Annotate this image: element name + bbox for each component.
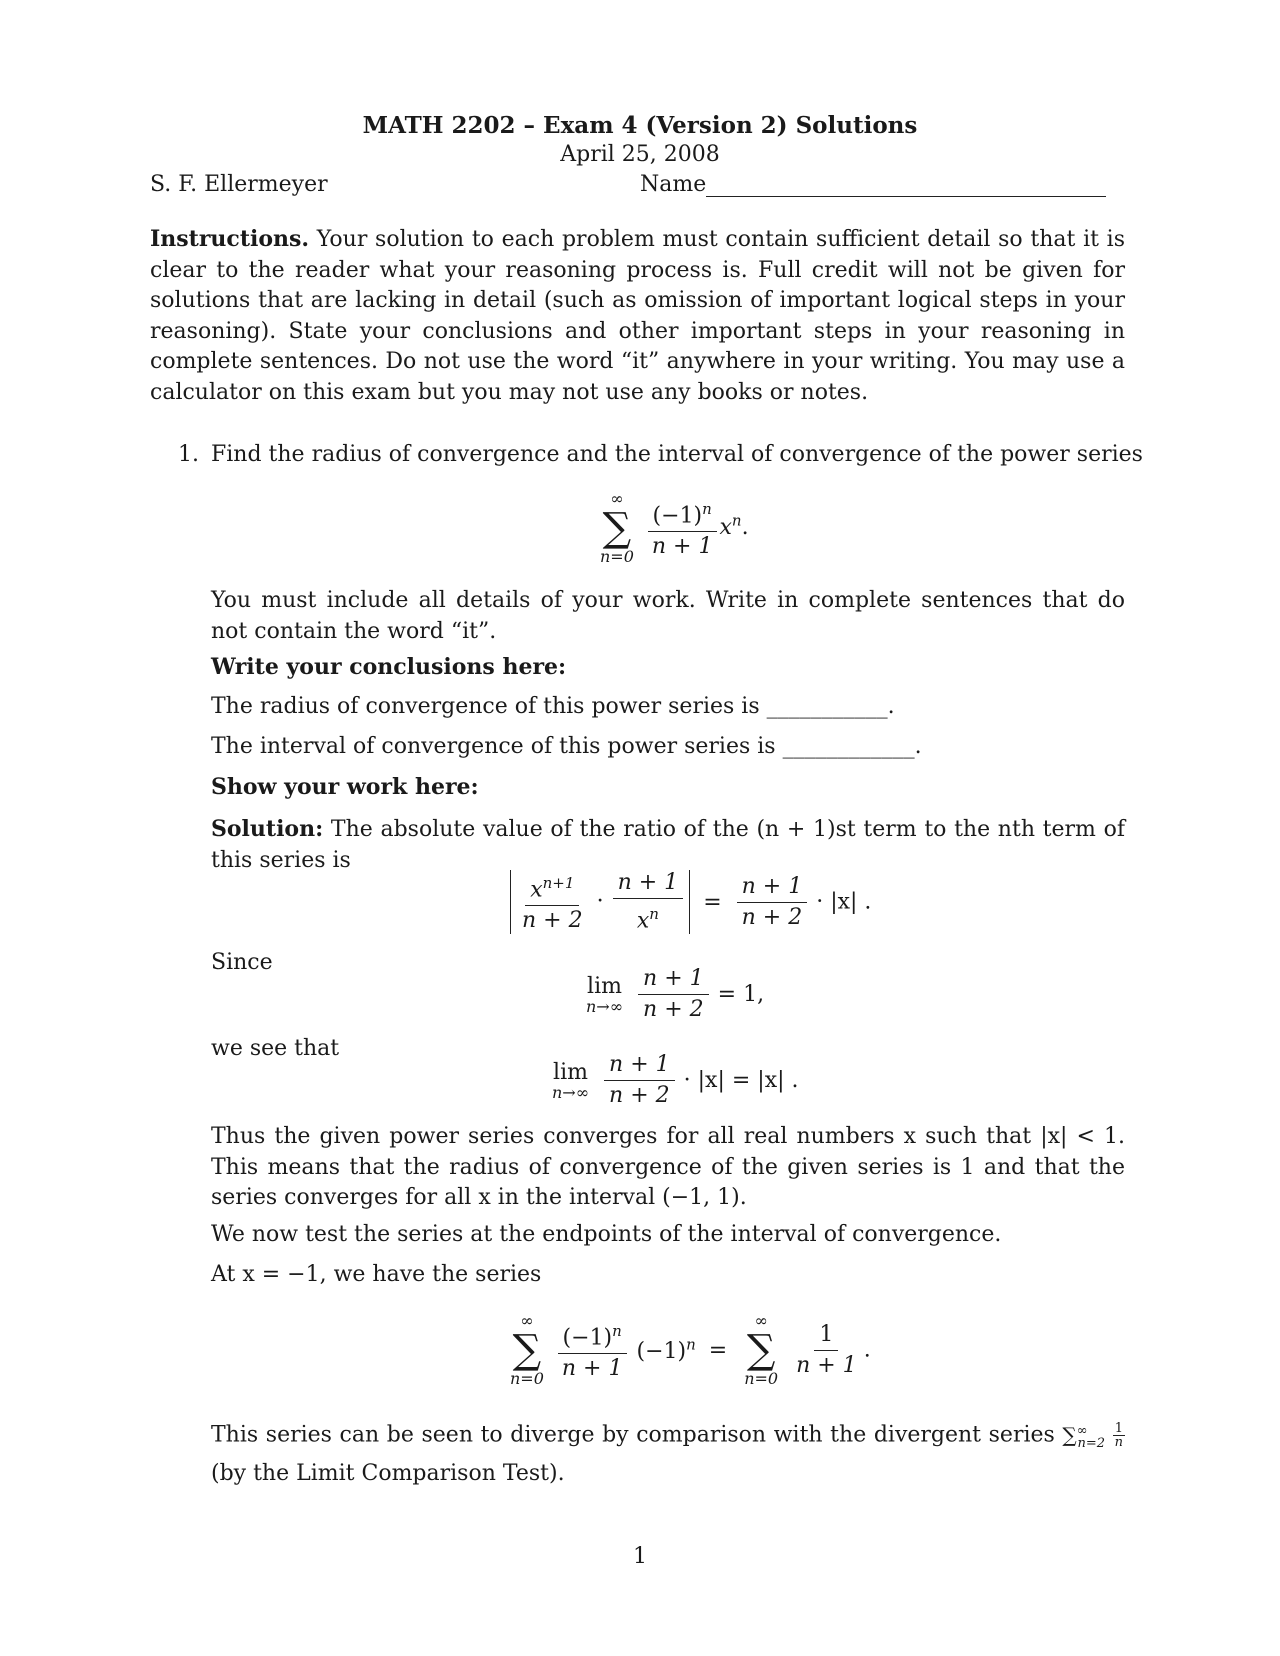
- endpoint-fraction-1: [557, 1318, 628, 1382]
- endpoint-denominator-1: n + 1: [561, 1356, 623, 1382]
- instructions-text: Your solution to each problem must contain sufficient detail so that it is clear to the reader what your reasoning process is. Full credit will not be given for solutions that are lacking in detail (such as omission of important logical steps in your reasoning). State your conclusions and other important steps in your reasoning in complete sentences. Do not use the word “it” anywhere in your writing. You may use a calculator on this exam but you may not use any books or notes.: [150, 227, 1125, 405]
- endpoint-fraction-2: [791, 1322, 862, 1379]
- ratio-a-exponent: n+1: [542, 874, 575, 892]
- limit-word-1: lim: [587, 973, 622, 999]
- we-see-text: we see that: [211, 1036, 340, 1061]
- ratio-fraction-c: [737, 874, 808, 931]
- limit-numerator-1: n + 1: [638, 966, 709, 995]
- ratio-fraction-a: [517, 870, 588, 934]
- endpoint-sum-lower-2: n=0: [744, 1369, 779, 1388]
- inline-fraction: [1113, 1422, 1125, 1449]
- conclusions-heading: Write your conclusions here:: [211, 654, 567, 680]
- author-name: S. F. Ellermeyer: [150, 172, 328, 197]
- endpoint-summation-1: ∞ ∑ n=0: [510, 1311, 544, 1388]
- since-text: Since: [211, 950, 273, 975]
- work-heading: Show your work here:: [211, 774, 479, 800]
- page-title: MATH 2202 – Exam 4 (Version 2) Solutions: [362, 112, 918, 139]
- limit-rhs-2: · |x| = |x| .: [683, 1068, 799, 1093]
- ratio-b-exponent: n: [649, 905, 659, 923]
- series-variable: x: [719, 515, 732, 540]
- name-label: Name: [640, 172, 707, 197]
- limit-formula-1: [586, 966, 764, 1023]
- limit-formula-2: [552, 1052, 799, 1109]
- endpoint-sum-upper-1: ∞: [520, 1311, 534, 1330]
- endpoint-sum-lower-1: n=0: [510, 1369, 544, 1388]
- inline-sum-upper: ∞: [1076, 1423, 1088, 1438]
- inline-sum-lower: n=2: [1077, 1435, 1106, 1451]
- series-numerator: (−1): [652, 503, 703, 529]
- series-numerator-exponent: n: [702, 499, 712, 518]
- ratio-tail: · |x| .: [816, 889, 872, 915]
- summation-symbol: ∞ ∑ n=0: [600, 489, 634, 566]
- inline-fraction-numerator: 1: [1114, 1421, 1123, 1437]
- power-series-formula: [596, 490, 749, 566]
- endpoint-numerator-exponent: n: [612, 1321, 622, 1340]
- ratio-a-numerator: x: [530, 877, 543, 903]
- inline-fraction-denominator: n: [1114, 1435, 1124, 1451]
- limit-numerator-2: n + 1: [604, 1052, 675, 1081]
- problem-number: 1.: [178, 442, 199, 467]
- details-paragraph: You must include all details of your work. Write in complete sentences that do not contain the word “it”.: [211, 588, 1125, 644]
- limit-subscript-2: n→∞: [552, 1082, 590, 1102]
- ratio-formula: [510, 870, 871, 934]
- instructions-paragraph: [150, 224, 1125, 408]
- at-x-text: At x = −1, we have the series: [211, 1262, 542, 1287]
- limit-operator-2: [552, 1061, 589, 1101]
- ratio-c-numerator: n + 1: [737, 874, 808, 903]
- series-denominator: n + 1: [651, 534, 713, 560]
- series-period: .: [741, 515, 749, 540]
- endpoint-denominator-2: n + 1: [796, 1352, 857, 1378]
- thus-paragraph: Thus the given power series converges for all real numbers x such that |x| < 1. This means that the radius of convergence of the given series is 1 and that the series converges for all x in the interval (−1, 1).: [211, 1124, 1125, 1210]
- endpoint-series-formula: [506, 1312, 871, 1388]
- ratio-b-denominator: x: [636, 908, 650, 934]
- endpoint-summation-2: ∞ ∑ n=0: [744, 1311, 779, 1388]
- sum-upper-limit: ∞: [610, 489, 624, 508]
- endpoint-equals: =: [708, 1337, 728, 1363]
- limit-rhs-1: = 1,: [717, 982, 765, 1007]
- interval-blank: ____________.: [782, 734, 922, 759]
- diverge-paragraph: [211, 1416, 1125, 1490]
- problem-prompt: Find the radius of convergence and the interval of convergence of the power series: [211, 442, 1143, 467]
- limit-operator-1: [586, 975, 623, 1015]
- endpoint-middle-factor: (−1): [636, 1339, 687, 1365]
- interval-label: The interval of convergence of this power series is: [211, 734, 776, 759]
- name-underline: [706, 174, 1106, 197]
- limit-subscript-1: n→∞: [586, 996, 624, 1016]
- endpoint-sum-upper-2: ∞: [754, 1311, 768, 1330]
- radius-line: [211, 694, 895, 719]
- radius-label: The radius of convergence of this power series is: [211, 694, 760, 719]
- endpoints-text: We now test the series at the endpoints of the interval of convergence.: [211, 1222, 1002, 1247]
- limit-denominator-2: n + 2: [609, 1083, 670, 1108]
- exam-date: April 25, 2008: [560, 142, 720, 167]
- limit-fraction-1: [638, 966, 709, 1023]
- limit-fraction-2: [604, 1052, 675, 1109]
- ratio-equals: =: [703, 889, 722, 915]
- inline-sum: [1062, 1422, 1106, 1451]
- endpoint-numerator-1: (−1): [562, 1325, 613, 1351]
- endpoint-period: .: [863, 1337, 871, 1363]
- ratio-a-denominator: n + 2: [522, 908, 583, 934]
- sum-lower-limit: n=0: [600, 547, 634, 566]
- ratio-b-numerator: n + 1: [613, 870, 684, 899]
- name-field: [640, 172, 1106, 197]
- solution-paragraph: [211, 814, 1125, 876]
- series-variable-exponent: n: [731, 511, 742, 530]
- endpoint-middle-exponent: n: [686, 1335, 696, 1354]
- solution-text: The absolute value of the ratio of the (n + 1)st term to the nth term of this series is: [211, 817, 1125, 873]
- diverge-text-b: (by the Limit Comparison Test).: [211, 1461, 565, 1487]
- ratio-c-denominator: n + 2: [741, 904, 803, 930]
- limit-word-2: lim: [553, 1059, 588, 1085]
- ratio-fraction-b: [613, 870, 684, 934]
- series-fraction: [647, 496, 718, 560]
- page-number: 1: [633, 1544, 647, 1569]
- radius-blank: ___________.: [766, 694, 895, 719]
- instructions-label: Instructions.: [150, 226, 310, 252]
- solution-label: Solution:: [211, 816, 324, 842]
- absolute-value-bars: $\frac{x^{n+1}}{n + 2}$ · $\frac{n + 1}{x^n}$: [510, 870, 690, 934]
- inline-sum-symbol: ∑: [1062, 1422, 1077, 1447]
- diverge-text-a: This series can be seen to diverge by comparison with the divergent series: [211, 1422, 1055, 1448]
- endpoint-numerator-2: 1: [814, 1322, 838, 1351]
- limit-denominator-1: n + 2: [643, 997, 704, 1022]
- interval-line: [211, 734, 922, 759]
